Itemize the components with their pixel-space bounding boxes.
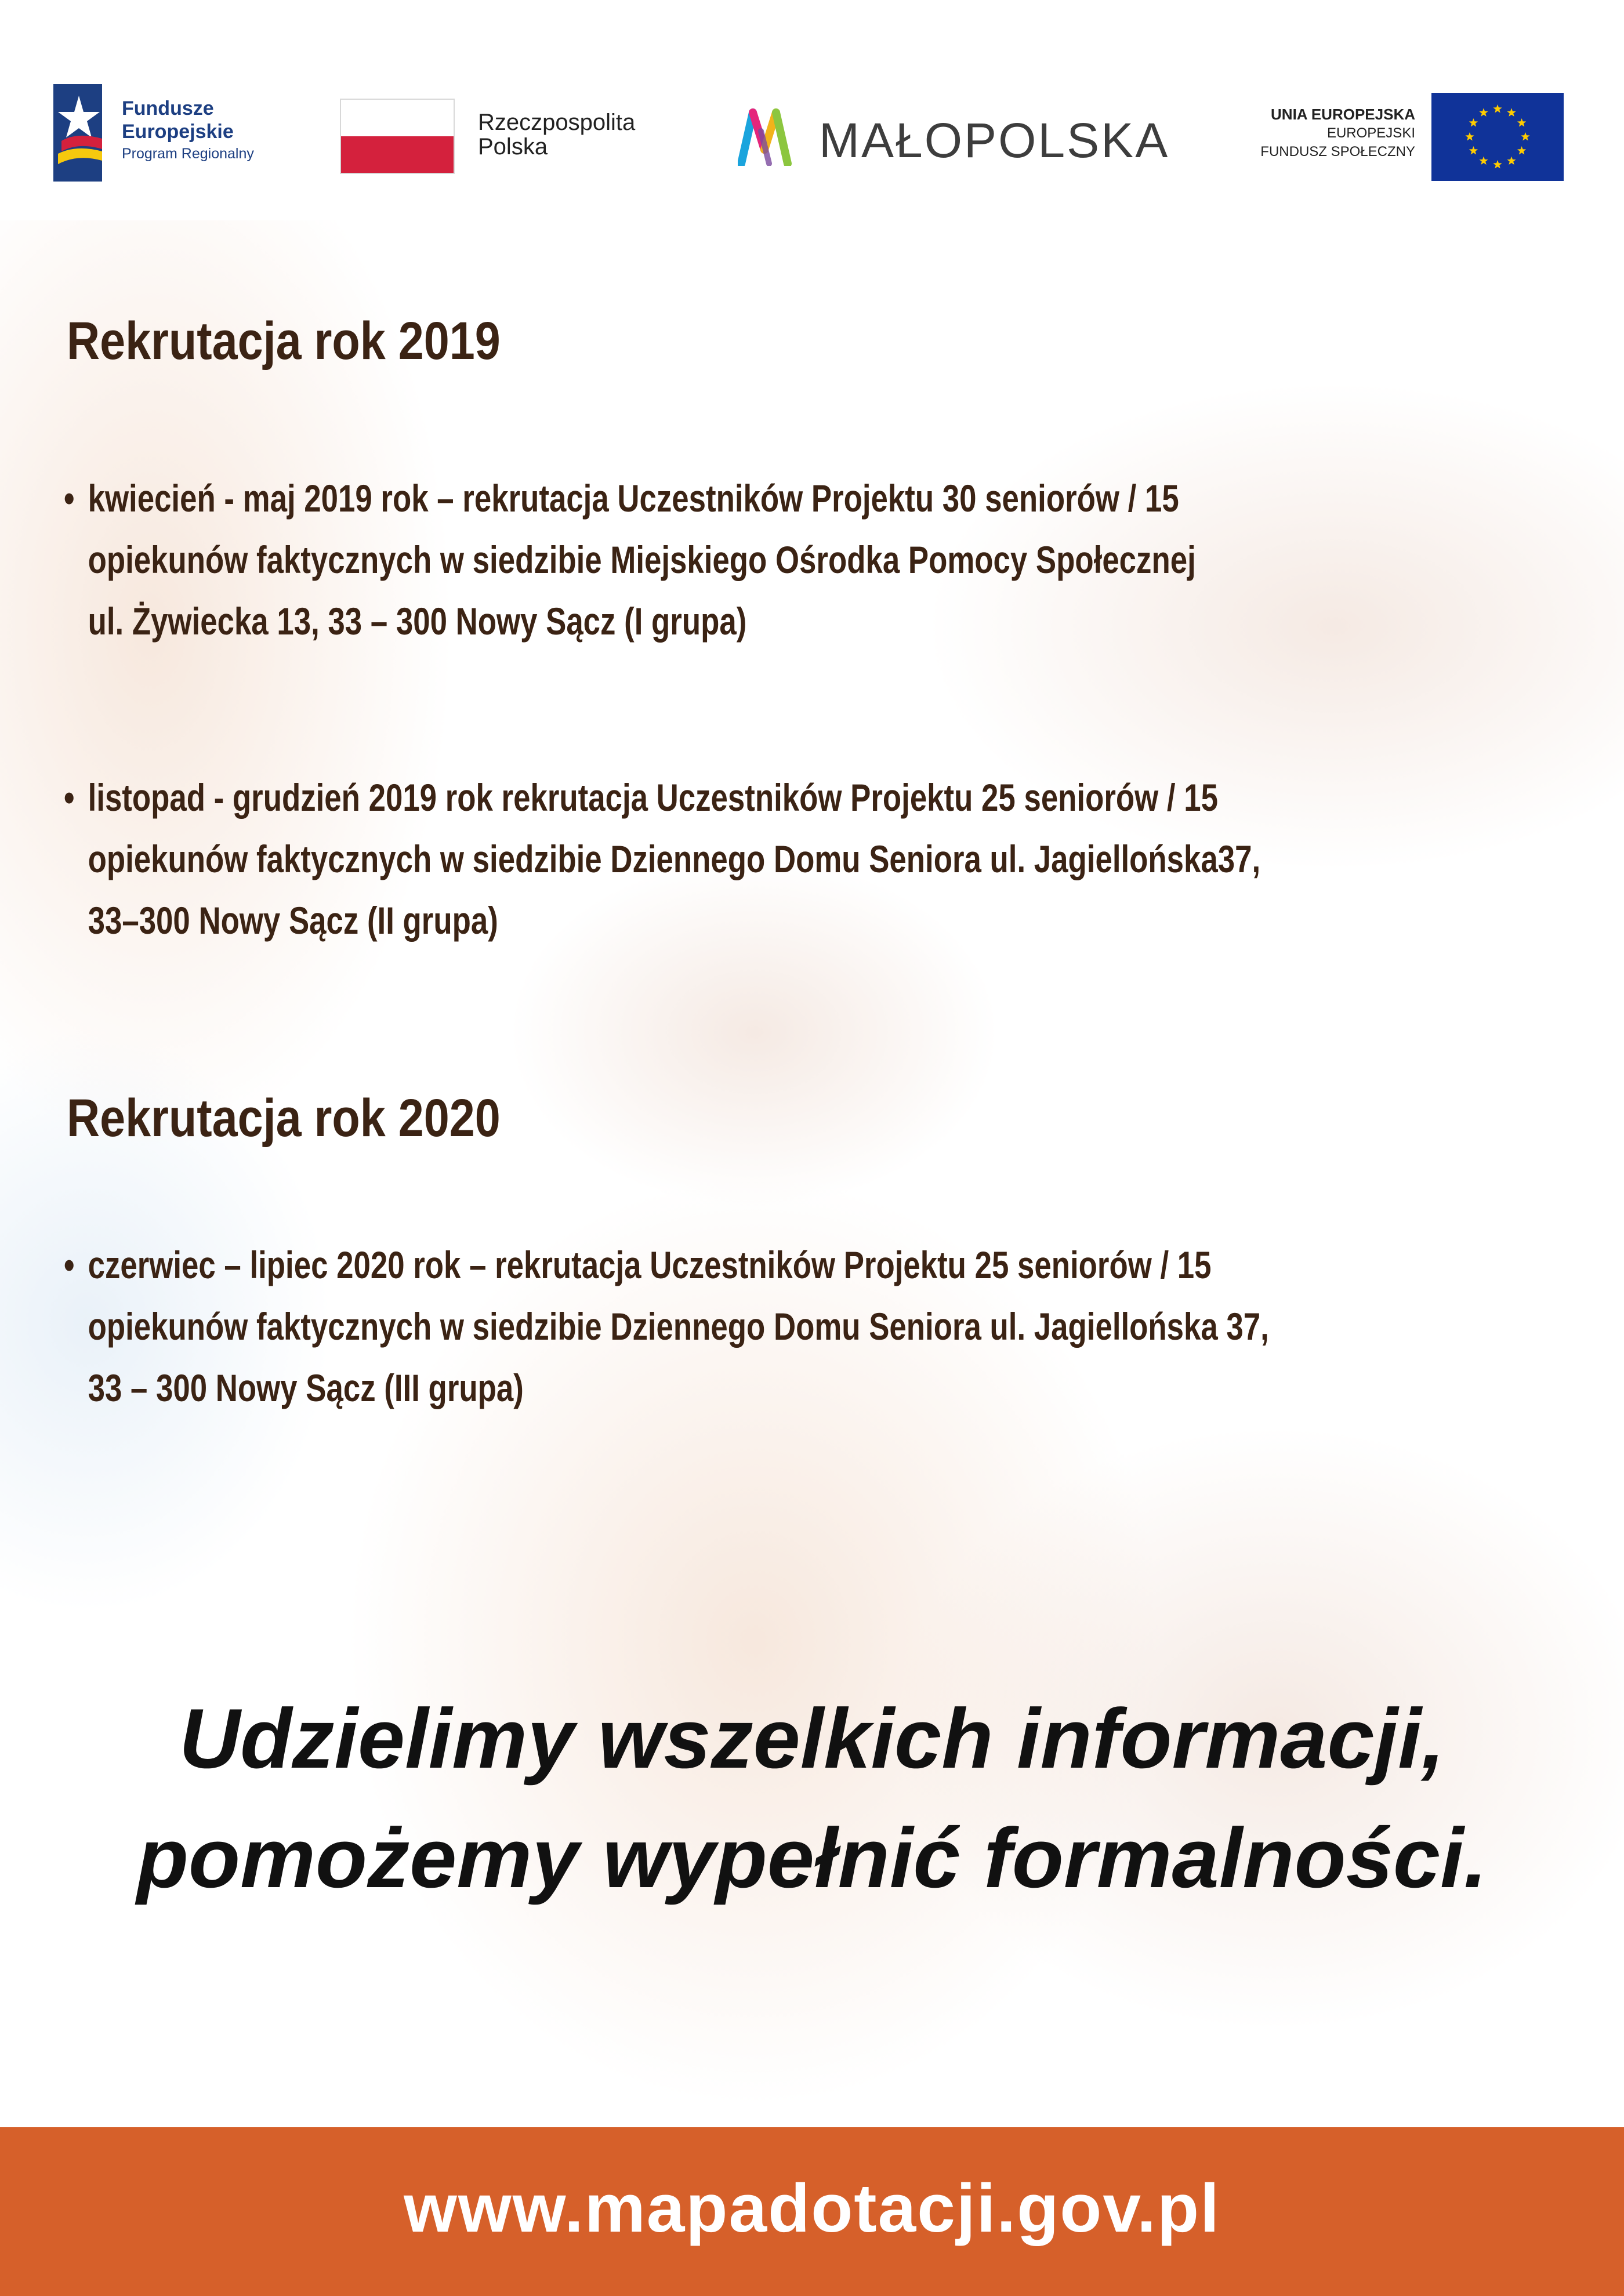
rzeczpospolita-line2: Polska [478, 134, 548, 159]
malopolska-text: MAŁOPOLSKA [819, 113, 1170, 168]
unia-line3: FUNDUSZ SPOŁECZNY [1260, 144, 1415, 159]
bullet: • [64, 776, 75, 819]
item-line: opiekunów faktycznych w siedzibie Dziennego Domu Seniora ul. Jagiellońska37, [88, 837, 1261, 880]
rzeczpospolita-line1: Rzeczpospolita [478, 110, 636, 135]
tagline-line2: pomożemy wypełnić formalności. [136, 1811, 1488, 1905]
item-line: opiekunów faktycznych w siedzibie Dziennego Domu Seniora ul. Jagiellońska 37, [88, 1305, 1269, 1348]
item-line: kwiecień - maj 2019 rok – rekrutacja Uczestników Projektu 30 seniorów / 15 [88, 477, 1179, 520]
recruitment-item-2019-1 [64, 467, 1293, 652]
tagline-line1: Udzielimy wszelkich informacji, [179, 1691, 1445, 1786]
heading-2019: Rekrutacja rok 2019 [67, 311, 501, 371]
fundusze-line2: Europejskie [122, 121, 234, 143]
item-line: czerwiec – lipiec 2020 rok – rekrutacja Uczestników Projektu 25 seniorów / 15 [88, 1243, 1212, 1286]
item-line: 33–300 Nowy Sącz (II grupa) [88, 899, 498, 942]
item-line: opiekunów faktycznych w siedzibie Miejskiego Ośrodka Pomocy Społecznej [88, 538, 1196, 581]
malopolska-m-icon [738, 108, 799, 166]
recruitment-item-2019-2 [64, 767, 1293, 951]
tagline [0, 1679, 1624, 1918]
eu-flag-icon [1431, 93, 1564, 181]
recruitment-item-2020-1 [64, 1234, 1293, 1419]
fundusze-line3: Program Regionalny [122, 146, 254, 162]
polish-flag-icon [340, 99, 455, 174]
footer-bar [0, 2127, 1624, 2296]
heading-2020: Rekrutacja rok 2020 [67, 1089, 501, 1148]
fundusze-line1: Fundusze [122, 97, 214, 119]
unia-line2: EUROPEJSKI [1326, 125, 1415, 141]
item-line: ul. Żywiecka 13, 33 – 300 Nowy Sącz (I grupa) [88, 600, 747, 643]
item-line: listopad - grudzień 2019 rok rekrutacja Uczestników Projektu 25 seniorów / 15 [88, 776, 1218, 819]
unia-line1: UNIA EUROPEJSKA [1271, 106, 1415, 123]
logo-bar [0, 0, 1624, 220]
item-line: 33 – 300 Nowy Sącz (III grupa) [88, 1366, 524, 1409]
footer-url-link[interactable]: www.mapadotacji.gov.pl [404, 2170, 1220, 2247]
bullet: • [64, 1243, 75, 1286]
eu-funds-star-icon [53, 84, 102, 182]
bullet: • [64, 477, 75, 520]
